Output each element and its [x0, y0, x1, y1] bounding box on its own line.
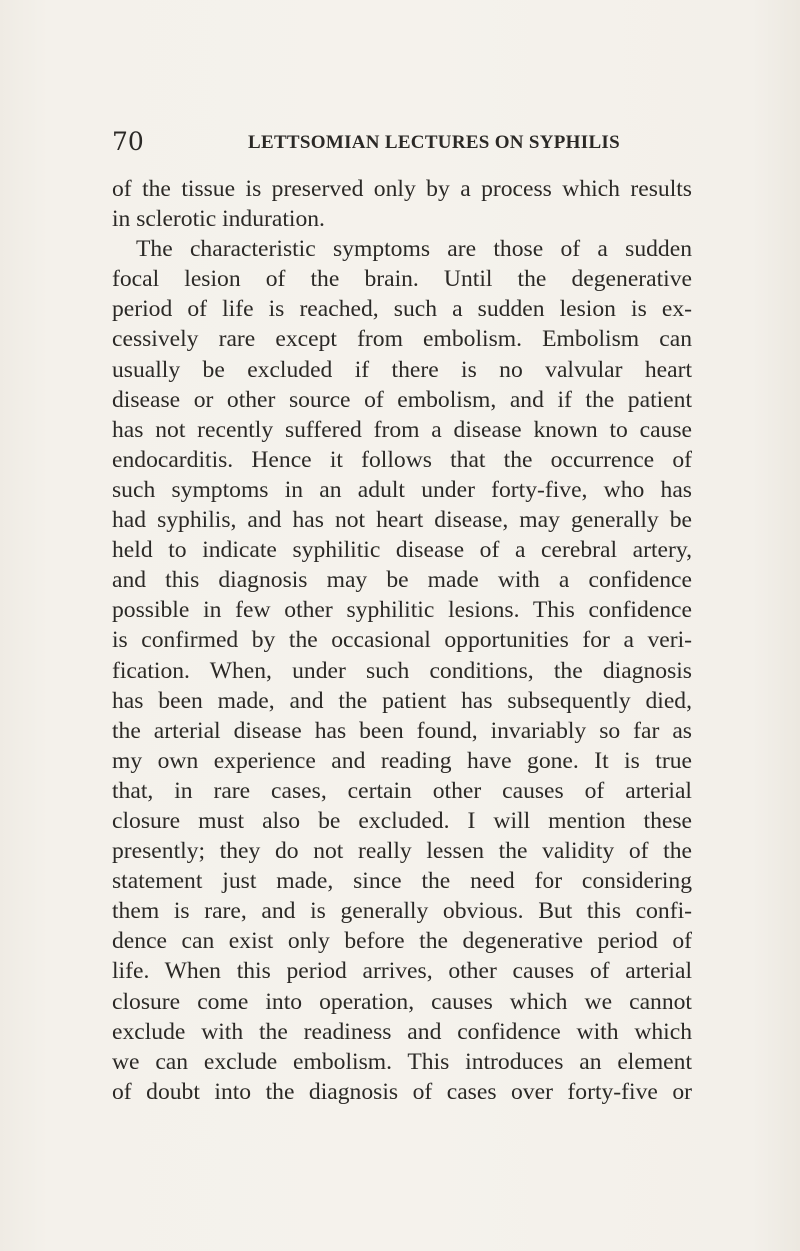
text-line: is confirmed by the occasional opportunities for a veri-: [112, 627, 692, 654]
text-line: such symptoms in an adult under forty-five, who has: [112, 476, 692, 503]
text-line: possible in few other syphilitic lesions. This confidence: [112, 597, 692, 624]
text-line: held to indicate syphilitic disease of a cerebral artery,: [112, 537, 692, 564]
text-line: closure come into operation, causes which we cannot: [112, 988, 692, 1015]
text-line: we can exclude embolism. This introduces an element: [112, 1048, 692, 1075]
text-line: of the tissue is preserved only by a process which results: [112, 176, 692, 202]
text-line: fication. When, under such conditions, the diagnosis: [112, 657, 692, 684]
text-line: in sclerotic induration.: [112, 206, 325, 233]
text-line: of doubt into the diagnosis of cases over forty-five or: [112, 1078, 692, 1105]
body-text: [112, 174, 692, 1107]
text-line: statement just made, since the need for considering: [112, 868, 692, 895]
text-line: period of life is reached, such a sudden lesion is ex-: [112, 296, 692, 323]
text-line: The characteristic symptoms are those of a sudden: [136, 236, 692, 263]
text-line: focal lesion of the brain. Until the degenerative: [112, 266, 692, 293]
text-line: usually be excluded if there is no valvular heart: [112, 356, 692, 383]
page-number: 70: [112, 127, 144, 156]
text-line: the arterial disease has been found, invariably so far as: [112, 717, 692, 744]
text-line: that, in rare cases, certain other causes of arterial: [112, 777, 692, 804]
text-line: has been made, and the patient has subsequently died,: [112, 687, 692, 714]
running-head: [112, 127, 620, 156]
text-line: them is rare, and is generally obvious. But this confi-: [112, 898, 692, 925]
text-line: life. When this period arrives, other causes of arterial: [112, 958, 692, 985]
running-title: LETTSOMIAN LECTURES ON SYPHILIS: [248, 132, 620, 153]
text-line: and this diagnosis may be made with a confidence: [112, 567, 692, 594]
text-line: endocarditis. Hence it follows that the occurrence of: [112, 446, 692, 473]
text-line: presently; they do not really lessen the validity of the: [112, 838, 692, 865]
text-line: exclude with the readiness and confidence with which: [112, 1018, 692, 1045]
text-line: disease or other source of embolism, and if the patient: [112, 386, 692, 413]
text-line: dence can exist only before the degenerative period of: [112, 928, 692, 955]
text-line: cessively rare except from embolism. Embolism can: [112, 326, 692, 353]
text-line: my own experience and reading have gone. It is true: [112, 747, 692, 774]
text-line: closure must also be excluded. I will mention these: [112, 807, 692, 834]
text-line: had syphilis, and has not heart disease, may generally be: [112, 507, 692, 534]
text-line: has not recently suffered from a disease known to cause: [112, 416, 692, 443]
